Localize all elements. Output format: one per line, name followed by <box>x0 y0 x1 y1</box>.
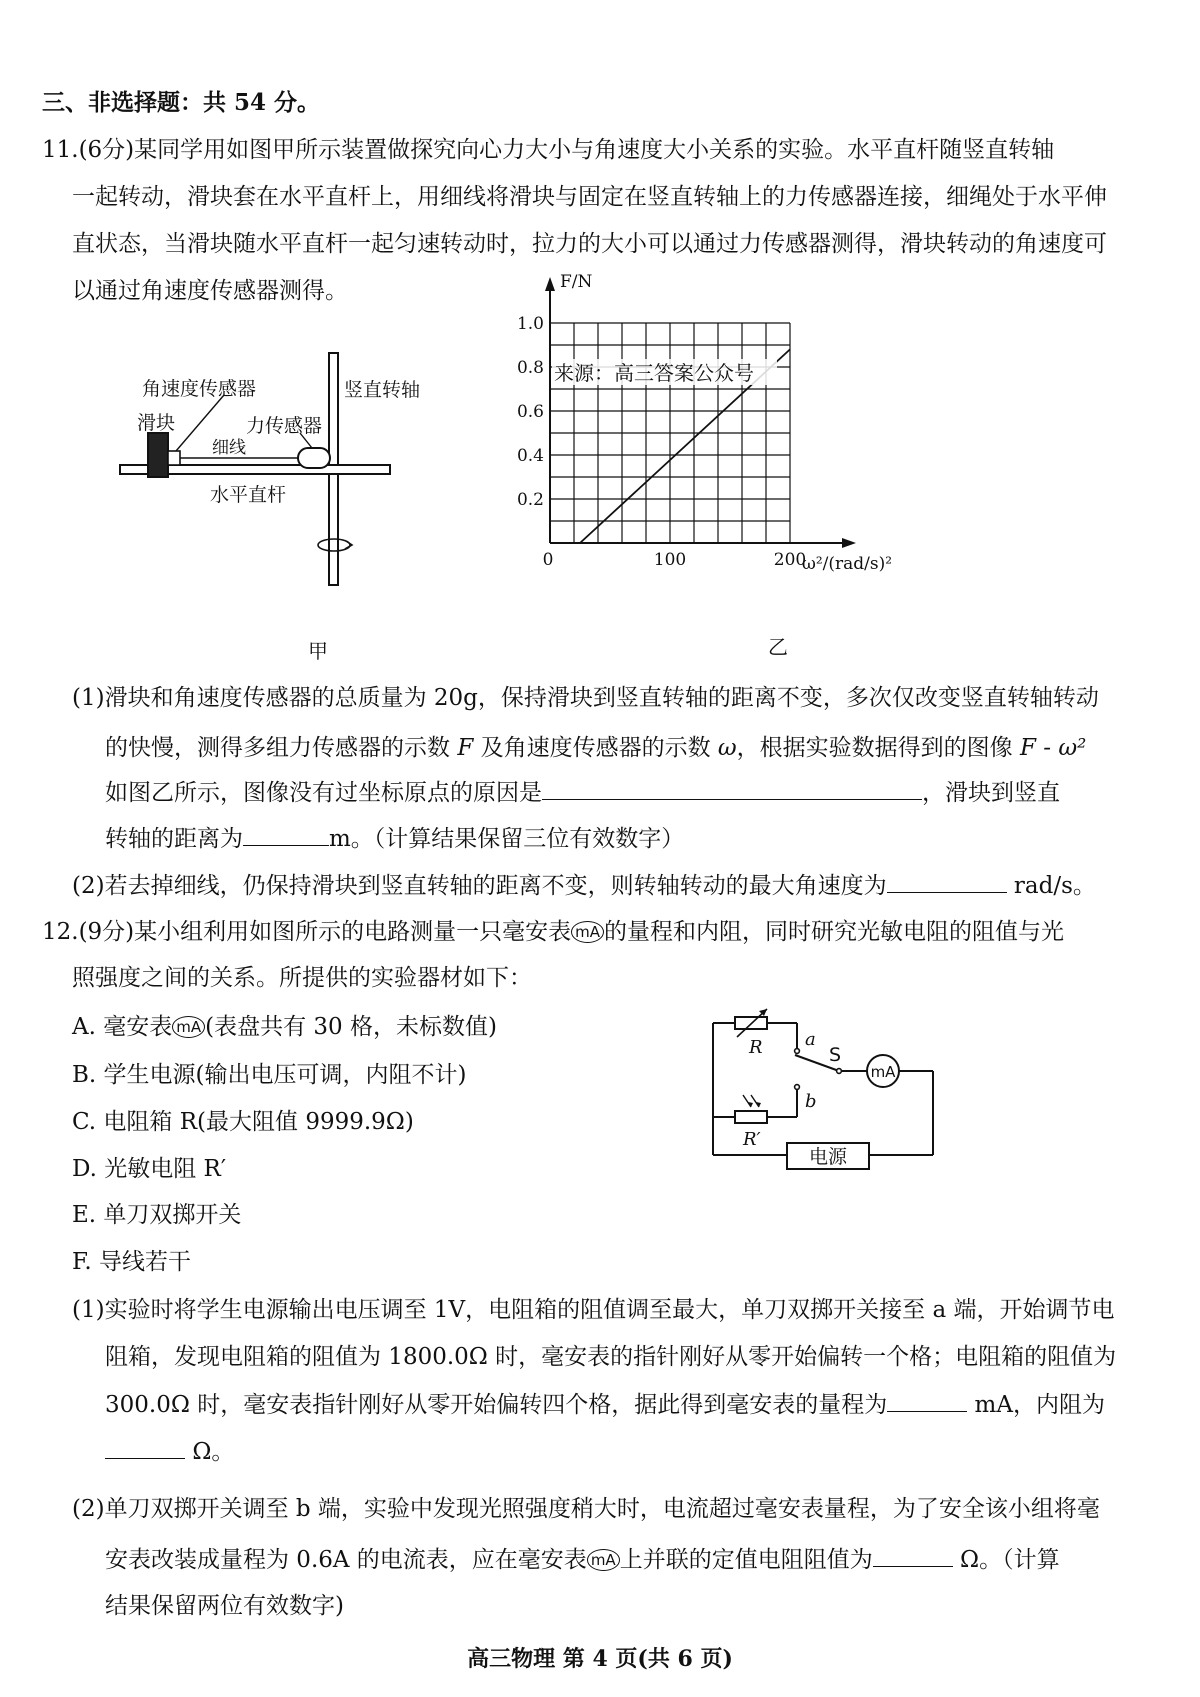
circuit-diagram <box>705 1005 945 1175</box>
x-tick-label: 100 <box>653 550 687 570</box>
q12-part2-line1: (2)单刀双掷开关调至 b 端，实验中发现光照强度稍大时，电流超过毫安表量程，为了安全该小组将毫 <box>72 1496 1100 1522</box>
answer-blank-shunt[interactable] <box>873 1544 953 1567</box>
answer-blank-reason[interactable] <box>542 777 922 800</box>
y-tick-label: 0.4 <box>516 446 544 466</box>
q11-part1-line1: (1)滑块和角速度传感器的总质量为 20g，保持滑块到竖直转轴的距离不变，多次仅改变竖直转轴转动 <box>72 685 1099 711</box>
label-force-sensor: 力传感器 <box>246 415 323 437</box>
answer-blank-range[interactable] <box>887 1389 967 1412</box>
milliammeter-icon: mA <box>172 1016 205 1038</box>
y-tick-label: 0.2 <box>516 490 544 510</box>
q11-number: 11. <box>42 137 79 163</box>
source-label: 电源 <box>808 1146 848 1168</box>
q11-line-3: 直状态，当滑块随水平直杆一起匀速转动时，拉力的大小可以通过力传感器测得，滑块转动的角速度可 <box>72 231 1107 257</box>
q11-part1-line2: 的快慢，测得多组力传感器的示数 F 及角速度传感器的示数 ω，根据实验数据得到的图像 F - ω² <box>105 735 1087 761</box>
q11-part1-line3: 如图乙所示，图像没有过坐标原点的原因是 ，滑块到竖直 <box>105 777 1060 808</box>
q12-item-a: A. 毫安表 mA (表盘共有 30 格，未标数值) <box>72 1014 497 1040</box>
q12-item-c: C. 电阻箱 R(最大阻值 9999.9Ω) <box>72 1109 414 1135</box>
q12-part1-line1: (1)实验时将学生电源输出电压调至 1V，电阻箱的阻值调至最大，单刀双掷开关接至 a 端，开始调节电 <box>72 1297 1115 1323</box>
q12-part1-line3: 300.0Ω 时，毫安表指针刚好从零开始偏转四个格，据此得到毫安表的量程为 mA，内阻为 <box>105 1389 1105 1420</box>
figure-a-caption: 甲 <box>308 639 328 663</box>
graph-grid <box>550 323 790 543</box>
figure-graph <box>516 272 1030 625</box>
force-sensor <box>298 448 330 468</box>
slider-block <box>148 433 168 477</box>
section-heading: 三、非选择题：共 54 分。 <box>42 89 321 116</box>
q12-line-2: 照强度之间的关系。所提供的实验器材如下： <box>72 965 532 991</box>
label-R-prime: R′ <box>743 1129 761 1150</box>
y-axis-label: F/N <box>560 272 593 292</box>
q11-part1-line4: 转轴的距离为 m。（计算结果保留三位有效数字） <box>105 823 684 854</box>
label-R: R <box>749 1037 763 1058</box>
answer-blank-distance[interactable] <box>243 823 329 846</box>
q12-part1-line2: 阻箱，发现电阻箱的阻值为 1800.0Ω 时，毫安表的指针刚好从零开始偏转一个格；电阻箱的阻值为 <box>105 1344 1117 1370</box>
q11-line-2: 一起转动，滑块套在水平直杆上，用细线将滑块与固定在竖直转轴上的力传感器连接，细绳处于水平伸 <box>72 184 1107 210</box>
y-tick-label: 1.0 <box>516 314 544 334</box>
figure-apparatus <box>120 345 430 595</box>
q11-text: 某同学用如图甲所示装置做探究向心力大小与角速度大小关系的实验。水平直杆随竖直转轴 <box>134 137 1055 163</box>
q11-part2: (2)若去掉细线，仍保持滑块到竖直转轴的距离不变，则转轴转动的最大角速度为 rad/s。 <box>72 870 1096 901</box>
label-axis: 竖直转轴 <box>344 379 421 401</box>
angular-sensor <box>168 451 180 465</box>
y-axis-arrow-icon <box>545 277 555 291</box>
q12-item-d: D. 光敏电阻 R′ <box>72 1156 227 1182</box>
y-tick-label: 0.6 <box>516 402 544 422</box>
q12-number: 12. <box>42 919 79 945</box>
q11-line-4: 以通过角速度传感器测得。 <box>72 278 348 304</box>
graph-watermark: 来源：高三答案公众号 <box>554 361 754 385</box>
y-tick-label: 0.8 <box>516 358 544 378</box>
label-string: 细线 <box>212 438 246 458</box>
label-slider: 滑块 <box>137 412 176 434</box>
figure-b-caption: 乙 <box>768 635 788 659</box>
q11-score: (6分) <box>78 137 135 163</box>
q12-item-f: F. 导线若干 <box>72 1249 191 1275</box>
x-tick-label: 0 <box>542 550 554 570</box>
q12-line-1: 12.(9分)某小组利用如图所示的电路测量一只毫安表 mA 的量程和内阻，同时研究光敏电阻的阻值与光 <box>42 919 1065 945</box>
meter-label: mA <box>870 1063 896 1081</box>
label-S: S <box>829 1044 842 1066</box>
label-angular-sensor: 角速度传感器 <box>142 378 257 400</box>
label-b: b <box>805 1091 817 1112</box>
answer-blank-resistance[interactable] <box>105 1436 185 1459</box>
q12-part2-line3: 结果保留两位有效数字) <box>105 1593 344 1619</box>
page-footer: 高三物理 第 4 页(共 6 页) <box>467 1646 733 1672</box>
milliammeter-icon: mA <box>571 921 604 943</box>
label-a: a <box>805 1029 816 1050</box>
label-rod: 水平直杆 <box>210 484 287 506</box>
x-tick-label: 200 <box>773 550 807 570</box>
photoresistor <box>735 1111 767 1123</box>
q12-score: (9分) <box>78 919 135 945</box>
q12-item-e: E. 单刀双掷开关 <box>72 1202 242 1228</box>
q12-item-b: B. 学生电源(输出电压可调，内阻不计) <box>72 1062 467 1088</box>
graph-axes <box>545 277 856 548</box>
graph-ticks <box>517 272 892 574</box>
q12-part1-line4: Ω。 <box>105 1436 234 1467</box>
x-axis-label: ω²/(rad/s)² <box>802 554 893 574</box>
x-axis-arrow-icon <box>842 538 856 548</box>
q12-part2-line2: 安表改装成量程为 0.6A 的电流表，应在毫安表 mA 上并联的定值电阻阻值为 Ω。（计算 <box>105 1544 1060 1575</box>
milliammeter-icon: mA <box>587 1549 620 1571</box>
answer-blank-omega[interactable] <box>887 870 1007 893</box>
q11-line-1 <box>42 135 1054 165</box>
